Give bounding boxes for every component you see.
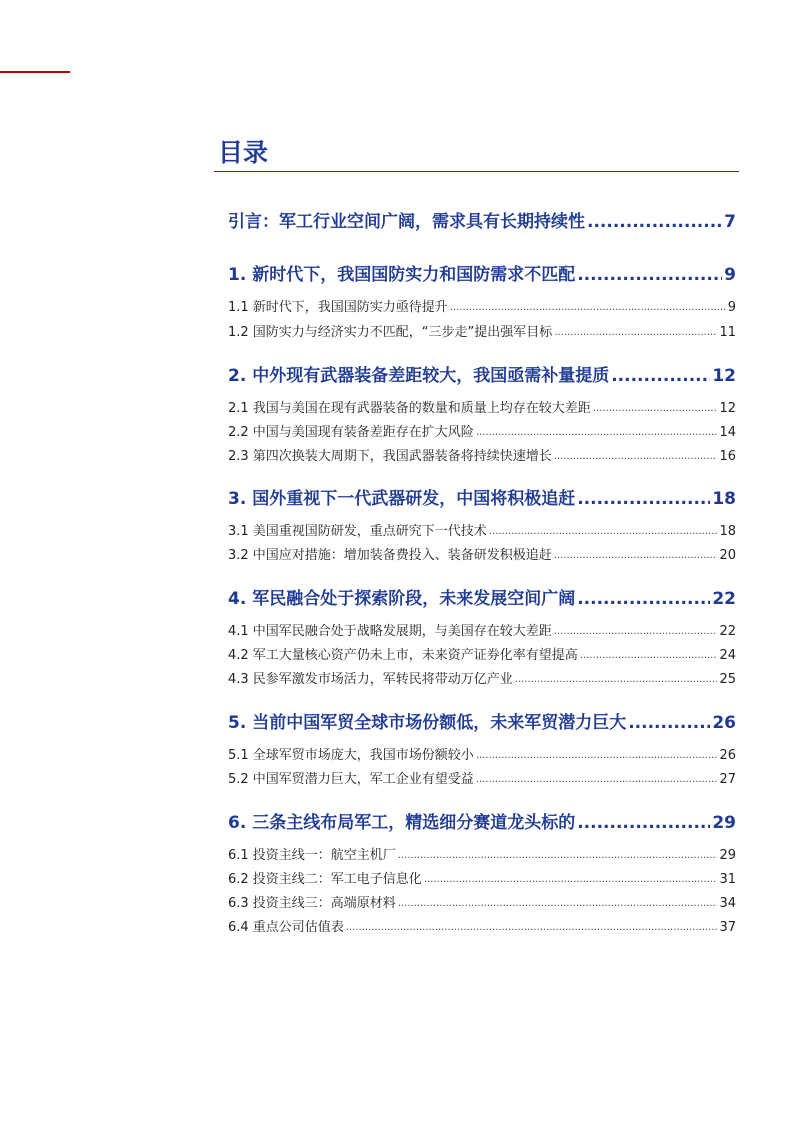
- toc-entry-page: 16: [719, 449, 736, 464]
- toc-entry-page: 24: [719, 648, 736, 663]
- leader-dots: [611, 364, 710, 388]
- toc-entry-page: 11: [719, 325, 736, 340]
- toc-entry-page: 34: [719, 896, 736, 911]
- toc-entry-page: 22: [719, 624, 736, 639]
- toc-entry-page: 12: [719, 401, 736, 416]
- toc-entry-text: 6.3 投资主线三：高端原材料: [228, 896, 396, 911]
- leader-dots: [593, 400, 718, 418]
- leader-dots: [554, 324, 717, 342]
- toc-entry-text: 6. 三条主线布局军工，精选细分赛道龙头标的: [228, 813, 576, 833]
- toc-entry-page: 37: [719, 920, 736, 935]
- toc-entry-text: 5.1 全球军贸市场庞大，我国市场份额较小: [228, 748, 474, 763]
- toc-entry-page: 14: [719, 425, 736, 440]
- leader-dots: [628, 711, 710, 735]
- toc-entry-page: 26: [712, 713, 736, 733]
- leader-dots: [476, 747, 718, 765]
- leader-dots: [577, 811, 710, 835]
- leader-dots: [515, 671, 718, 689]
- toc-entry-4[interactable]: [228, 587, 736, 611]
- toc-entry-4-3[interactable]: [228, 671, 736, 689]
- toc-entry-1[interactable]: [228, 263, 736, 287]
- leader-dots: [489, 523, 718, 541]
- toc-title: 目录: [218, 138, 269, 167]
- toc-entry-page: 7: [724, 212, 736, 232]
- toc-entry-text: 4.3 民参军激发市场活力，军转民将带动万亿产业: [228, 672, 513, 687]
- toc-entry-4-1[interactable]: [228, 623, 736, 641]
- header-accent-bar: [0, 71, 70, 73]
- toc-entry-text: 引言：军工行业空间广阔，需求具有长期持续性: [228, 212, 585, 232]
- toc-entry-page: 12: [712, 366, 736, 386]
- toc-entry-page: 31: [719, 872, 736, 887]
- toc-entry-text: 4.2 军工大量核心资产仍未上市，未来资产证券化率有望提高: [228, 648, 578, 663]
- toc-entry-text: 6.2 投资主线二：军工电子信息化: [228, 872, 422, 887]
- leader-dots: [476, 424, 718, 442]
- toc-entry-1-1[interactable]: [228, 299, 736, 317]
- toc-entry-text: 5. 当前中国军贸全球市场份额低，未来军贸潜力巨大: [228, 713, 627, 733]
- leader-dots: [554, 448, 718, 466]
- toc-entry-text: 1.2 国防实力与经济实力不匹配，“三步走”提出强军目标: [228, 325, 553, 340]
- toc-entry-text: 3.1 美国重视国防研发，重点研究下一代技术: [228, 524, 487, 539]
- toc-entry-text: 6.4 重点公司估值表: [228, 920, 344, 935]
- leader-dots: [554, 547, 718, 565]
- toc-entry-6-4[interactable]: [228, 919, 736, 937]
- toc-entry-page: 29: [712, 813, 736, 833]
- leader-dots: [577, 263, 722, 287]
- toc-entry-5[interactable]: [228, 711, 736, 735]
- toc-entry-page: 27: [719, 772, 736, 787]
- toc-entry-6[interactable]: [228, 811, 736, 835]
- toc-entry-3-2[interactable]: [228, 547, 736, 565]
- toc-entry-3-1[interactable]: [228, 523, 736, 541]
- toc-entry-6-2[interactable]: [228, 871, 736, 889]
- toc-entry-5-2[interactable]: [228, 771, 736, 789]
- toc-entry-text: 1. 新时代下，我国国防实力和国防需求不匹配: [228, 265, 576, 285]
- leader-dots: [346, 919, 718, 937]
- leader-dots: [554, 623, 718, 641]
- toc-entry-6-1[interactable]: [228, 847, 736, 865]
- toc-entry-3[interactable]: [228, 487, 736, 511]
- toc-entry-text: 1.1 新时代下，我国国防实力亟待提升: [228, 300, 448, 315]
- toc-entry-page: 18: [719, 524, 736, 539]
- leader-dots: [577, 487, 710, 511]
- toc-entry-5-1[interactable]: [228, 747, 736, 765]
- toc-entry-2[interactable]: [228, 364, 736, 388]
- leader-dots: [577, 587, 710, 611]
- toc-title-rule: [214, 171, 739, 172]
- toc-entry-page: 29: [719, 848, 736, 863]
- toc-entry-text: 4.1 中国军民融合处于战略发展期，与美国存在较大差距: [228, 624, 552, 639]
- toc-entry-text: 2.2 中国与美国现有装备差距存在扩大风险: [228, 425, 474, 440]
- leader-dots: [424, 871, 718, 889]
- toc-entry-page: 20: [719, 548, 736, 563]
- toc-entry-6-3[interactable]: [228, 895, 736, 913]
- toc-entry-page: 26: [719, 748, 736, 763]
- leader-dots: [450, 299, 726, 317]
- toc-entry-intro[interactable]: [228, 210, 736, 234]
- leader-dots: [476, 771, 718, 789]
- leader-dots: [587, 210, 722, 234]
- toc-entry-2-1[interactable]: [228, 400, 736, 418]
- toc-entry-text: 2. 中外现有武器装备差距较大，我国亟需补量提质: [228, 366, 610, 386]
- toc-entry-page: 18: [712, 489, 736, 509]
- toc-entry-page: 9: [727, 300, 736, 315]
- toc-entry-text: 5.2 中国军贸潜力巨大，军工企业有望受益: [228, 772, 474, 787]
- toc-entry-text: 3. 国外重视下一代武器研发，中国将积极追赶: [228, 489, 576, 509]
- leader-dots: [398, 895, 718, 913]
- toc-entry-2-2[interactable]: [228, 424, 736, 442]
- toc-entry-2-3[interactable]: [228, 448, 736, 466]
- toc-entry-text: 2.1 我国与美国在现有武器装备的数量和质量上均存在较大差距: [228, 401, 591, 416]
- toc-entry-text: 6.1 投资主线一：航空主机厂: [228, 848, 396, 863]
- toc-entry-page: 22: [712, 589, 736, 609]
- toc-entry-page: 25: [719, 672, 736, 687]
- toc-entry-page: 9: [724, 265, 736, 285]
- toc-entry-text: 3.2 中国应对措施：增加装备费投入、装备研发积极追赶: [228, 548, 552, 563]
- toc-entry-text: 4. 军民融合处于探索阶段，未来发展空间广阔: [228, 589, 576, 609]
- leader-dots: [580, 647, 718, 665]
- toc-entry-4-2[interactable]: [228, 647, 736, 665]
- toc-entry-1-2[interactable]: [228, 324, 736, 342]
- leader-dots: [398, 847, 718, 865]
- toc-entry-text: 2.3 第四次换装大周期下，我国武器装备将持续快速增长: [228, 449, 552, 464]
